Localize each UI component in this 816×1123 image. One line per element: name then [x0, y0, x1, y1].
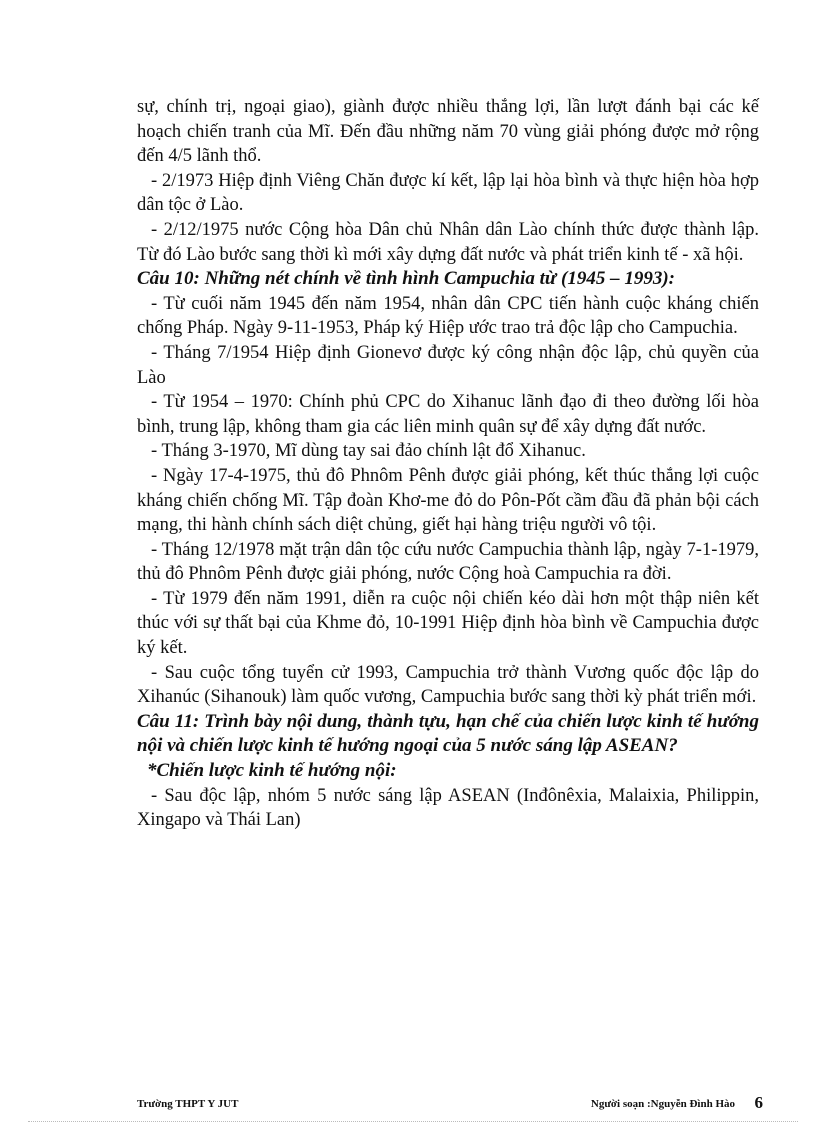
paragraph-cpc-1945: - Từ cuối năm 1945 đến năm 1954, nhân dân CPC tiến hành cuộc kháng chiến chống Pháp. Ngày 9-11-1953, Pháp ký Hiệp ước trao trả độc lập cho Campuchia. [137, 293, 759, 339]
question-10-heading: Câu 10: Những nét chính về tình hình Campuchia từ (1945 – 1993): [137, 268, 675, 290]
footer-divider [28, 1121, 798, 1122]
footer-school: Trường THPT Y JUT [137, 1098, 239, 1110]
paragraph-liberation-1975: - Ngày 17-4-1975, thủ đô Phnôm Pênh được giải phóng, kết thúc thắng lợi cuộc kháng chiến chống Mĩ. Tập đoàn Khơ-me đỏ do Pôn-Pốt cầm đầu đã phản bội cách mạng, thi hành chính sách diệt chủng, giết hại hàng triệu người vô tội. [137, 465, 759, 536]
paragraph-cpc-1954-1970: - Từ 1954 – 1970: Chính phủ CPC do Xihanuc lãnh đạo đi theo đường lối hòa bình, trung lập, không tham gia các liên minh quân sự để xây dựng đất nước. [137, 392, 759, 437]
paragraph-geneva-1954: - Tháng 7/1954 Hiệp định Gionevơ được ký công nhận độc lập, chủ quyền của Lào [137, 342, 759, 388]
question-11-heading: Câu 11: Trình bày nội dung, thành tựu, hạn chế của chiến lược kinh tế hướng nội và chiến lược kinh tế hướng ngoại của 5 nước sáng lập ASEAN? [137, 710, 759, 757]
page-content [137, 95, 759, 833]
subheading-inward-strategy: *Chiến lược kinh tế hướng nội: [147, 760, 397, 782]
paragraph-front-1978: - Tháng 12/1978 mặt trận dân tộc cứu nước Campuchia thành lập, ngày 7-1-1979, thủ đô Phnôm Pênh được giải phóng, nước Cộng hoà Campuchia ra đời. [137, 539, 759, 585]
paragraph-civil-war-1979: - Từ 1979 đến năm 1991, diễn ra cuộc nội chiến kéo dài hơn một thập niên kết thúc với sự thất bại của Khme đỏ, 10-1991 Hiệp định hòa bình về Campuchia được ký kết. [137, 588, 759, 659]
page-footer [137, 1093, 763, 1118]
footer-author: Người soạn :Nguyễn Đình Hào [590, 1098, 735, 1110]
paragraph-laos-1975: - 2/12/1975 nước Cộng hòa Dân chủ Nhân dân Lào chính thức được thành lập. Từ đó Lào bước sang thời kì mới xây dựng đất nước và phát triển kinh tế - xã hội. [137, 219, 759, 265]
paragraph-laos-1973: - 2/1973 Hiệp định Viêng Chăn được kí kết, lập lại hòa bình và thực hiện hòa hợp dân tộc ở Lào. [137, 170, 759, 216]
paragraph-coup-1970: - Tháng 3-1970, Mĩ dùng tay sai đảo chính lật đổ Xihanuc. [151, 441, 586, 462]
page-number: 6 [754, 1093, 763, 1112]
paragraph-election-1993: - Sau cuộc tổng tuyển cử 1993, Campuchia trở thành Vương quốc độc lập do Xihanúc (Sihanouk) làm quốc vương, Campuchia bước sang thời kỳ phát triển mới. [137, 662, 759, 708]
paragraph-intro: sự, chính trị, ngoại giao), giành được nhiều thắng lợi, lần lượt đánh bại các kế hoạch chiến tranh của Mĩ. Đến đầu những năm 70 vùng giải phóng được mở rộng đến 4/5 lãnh thổ. [137, 97, 759, 167]
paragraph-asean-founders: - Sau độc lập, nhóm 5 nước sáng lập ASEAN (Inđônêxia, Malaixia, Philippin, Xingapo và Thái Lan) [137, 785, 759, 831]
